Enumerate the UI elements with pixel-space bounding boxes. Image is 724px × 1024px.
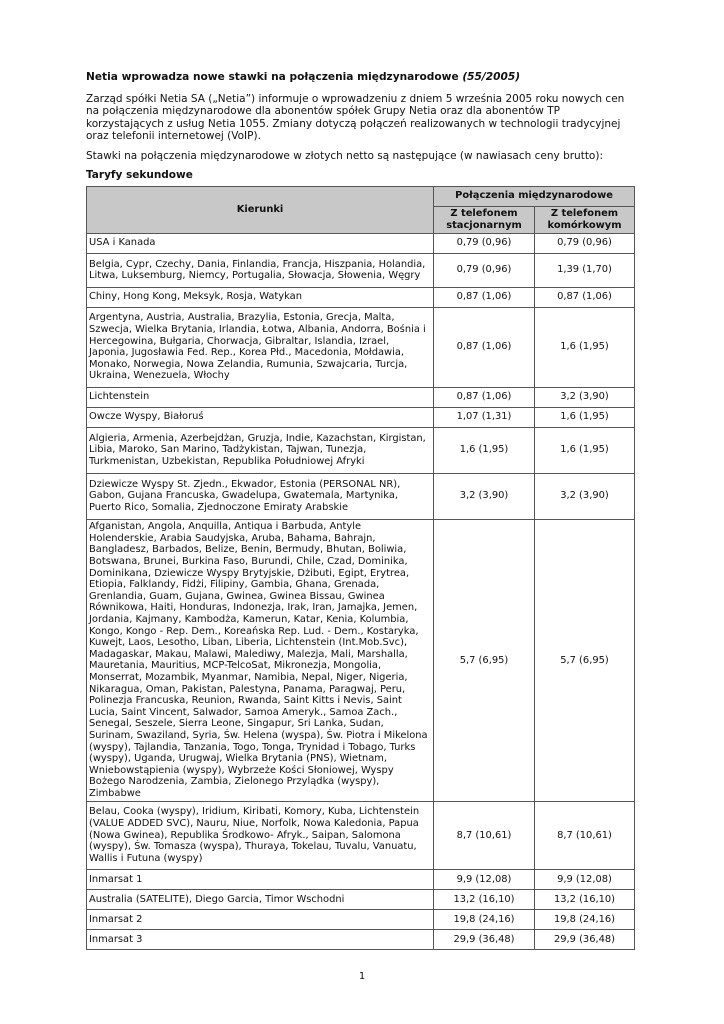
landline-price-cell: 13,2 (16,10) (434, 890, 535, 910)
table-row (87, 870, 635, 890)
landline-price-cell: 3,2 (3,90) (434, 474, 535, 520)
destinations-cell: Belgia, Cypr, Czechy, Dania, Finlandia, Francja, Hiszpania, Holandia, Litwa, Luksemburg, Niemcy, Portugalia, Słowacja, Słowenia, Węgry (87, 254, 434, 288)
destinations-cell: Inmarsat 2 (87, 910, 434, 930)
mobile-price-cell: 3,2 (3,90) (535, 388, 635, 408)
table-row (87, 288, 635, 308)
document-page (86, 70, 634, 950)
mobile-price-cell: 5,7 (6,95) (535, 520, 635, 802)
table-row (87, 234, 635, 254)
destinations-cell: USA i Kanada (87, 234, 434, 254)
mobile-price-cell: 29,9 (36,48) (535, 930, 635, 950)
destinations-cell: Afganistan, Angola, Anquilla, Antiqua i Barbuda, Antyle Holenderskie, Arabia Saudyjska, Aruba, Bahama, Bahrajn, Bangladesz, Barbados, Belize, Benin, Bermudy, Bhutan, Boliwia, Botswana, Brunei, Burkina Faso, Burundi, Chile, Czad, Dominika, Dominikana, Dziewicze Wyspy Brytyjskie, Dżibuti, Egipt, Erytrea, Etiopia, Falklandy, Fidżi, Filipiny, Gambia, Ghana, Grenada, Grenlandia, Guam, Gujana, Gwinea, Gwinea Bissau, Gwinea Równikowa, Haiti, Honduras, Indonezja, Irak, Iran, Jamajka, Jemen, Jordania, Kajmany, Kambodża, Kamerun, Katar, Kenia, Kolumbia, Kongo, Kongo - Rep. Dem., Koreańska Rep. Lud. - Dem., Kostaryka, Kuwejt, Laos, Lesotho, Liban, Liberia, Lichtenstein (Int.Mob.Svc), Madagaskar, Makau, Malawi, Malediwy, Malezja, Mali, Marshalla, Mauretania, Mauritius, MCP-TelcoSat, Mikronezja, Mongolia, Monserrat, Mozambik, Myanmar, Namibia, Nepal, Niger, Nigeria, Nikaragua, Oman, Pakistan, Palestyna, Panama, Paragwaj, Peru, Polinezja Francuska, Reunion, Rwanda, Saint Kitts i Nevis, Saint Lucia, Saint Vincent, Salwador, Samoa Ameryk., Samoa Zach., Senegal, Seszele, Sierra Leone, Singapur, Sri Lanka, Sudan, Surinam, Swaziland, Syria, Św. Helena (wyspa), Św. Piotra i Mikelona (wyspy), Tajlandia, Tanzania, Togo, Tonga, Trynidad i Tobago, Turks (wyspy), Uganda, Urugwaj, Wielka Brytania (PNS), Wietnam, Wniebowstąpienia (wyspy), Wybrzeże Kości Słoniowej, Wyspy Bożego Narodzenia, Zambia, Zielonego Przylądka (wyspy), Zimbabwe (87, 520, 434, 802)
destinations-cell: Inmarsat 1 (87, 870, 434, 890)
table-row (87, 428, 635, 474)
rates-table-body (87, 234, 635, 950)
header-landline: Z telefonem stacjonarnym (434, 207, 535, 234)
document-title (86, 70, 634, 84)
landline-price-cell: 0,87 (1,06) (434, 308, 535, 388)
landline-price-cell: 5,7 (6,95) (434, 520, 535, 802)
header-mobile: Z telefonem komórkowym (535, 207, 635, 234)
header-destinations: Kierunki (87, 187, 434, 234)
title-reference: (55/2005) (462, 71, 521, 83)
destinations-cell: Belau, Cooka (wyspy), Iridium, Kiribati, Komory, Kuba, Lichtenstein (VALUE ADDED SVC), Nauru, Niue, Norfolk, Nowa Kaledonia, Papua (Nowa Gwinea), Republika Środkowo- Afryk., Saipan, Salomona (wyspy), Św. Tomasza (wyspa), Thuraya, Tokelau, Tuvalu, Vanuatu, Wallis i Futuna (wyspy) (87, 802, 434, 870)
destinations-cell: Argentyna, Austria, Australia, Brazylia, Estonia, Grecja, Malta, Szwecja, Wielka Brytania, Irlandia, Łotwa, Albania, Andorra, Bośnia i Hercegowina, Bułgaria, Chorwacja, Gibraltar, Islandia, Izrael, Japonia, Jugosławia Fed. Rep., Korea Płd., Macedonia, Mołdawia, Monako, Norwegia, Nowa Zelandia, Rumunia, Szwajcaria, Turcja, Ukraina, Wenezuela, Włochy (87, 308, 434, 388)
intro-paragraph: Zarząd spółki Netia SA („Netia”) informuje o wprowadzeniu z dniem 5 września 2005 roku nowych cen na połączenia międzynarodowe dla abonentów spółek Grupy Netia oraz dla abonentów TP korzystających z usług Netia 1055. Zmiany dotyczą połączeń realizowanych w technologii tradycyjnej oraz telefonii internetowej (VoIP). (86, 93, 625, 143)
table-row (87, 254, 635, 288)
section-heading: Taryfy sekundowe (86, 169, 193, 182)
destinations-cell: Inmarsat 3 (87, 930, 434, 950)
destinations-cell: Lichtenstein (87, 388, 434, 408)
rates-note-paragraph: Stawki na połączenia międzynarodowe w złotych netto są następujące (w nawiasach ceny brutto): (86, 149, 603, 162)
landline-price-cell: 29,9 (36,48) (434, 930, 535, 950)
landline-price-cell: 9,9 (12,08) (434, 870, 535, 890)
mobile-price-cell: 19,8 (24,16) (535, 910, 635, 930)
mobile-price-cell: 1,6 (1,95) (535, 428, 635, 474)
table-row (87, 910, 635, 930)
destinations-cell: Owcze Wyspy, Białoruś (87, 408, 434, 428)
mobile-price-cell: 0,79 (0,96) (535, 234, 635, 254)
table-row (87, 520, 635, 802)
mobile-price-cell: 8,7 (10,61) (535, 802, 635, 870)
landline-price-cell: 19,8 (24,16) (434, 910, 535, 930)
table-row (87, 308, 635, 388)
landline-price-cell: 0,79 (0,96) (434, 254, 535, 288)
landline-price-cell: 8,7 (10,61) (434, 802, 535, 870)
page-number: 1 (358, 971, 366, 982)
table-row (87, 408, 635, 428)
mobile-price-cell: 1,6 (1,95) (535, 308, 635, 388)
mobile-price-cell: 1,6 (1,95) (535, 408, 635, 428)
table-row (87, 802, 635, 870)
table-row (87, 388, 635, 408)
landline-price-cell: 0,79 (0,96) (434, 234, 535, 254)
table-row (87, 890, 635, 910)
mobile-price-cell: 1,39 (1,70) (535, 254, 635, 288)
rates-table (86, 186, 635, 950)
mobile-price-cell: 3,2 (3,90) (535, 474, 635, 520)
mobile-price-cell: 9,9 (12,08) (535, 870, 635, 890)
table-row (87, 474, 635, 520)
landline-price-cell: 1,6 (1,95) (434, 428, 535, 474)
mobile-price-cell: 0,87 (1,06) (535, 288, 635, 308)
landline-price-cell: 0,87 (1,06) (434, 388, 535, 408)
table-row (87, 930, 635, 950)
landline-price-cell: 0,87 (1,06) (434, 288, 535, 308)
destinations-cell: Chiny, Hong Kong, Meksyk, Rosja, Watykan (87, 288, 434, 308)
destinations-cell: Dziewicze Wyspy St. Zjedn., Ekwador, Estonia (PERSONAL NR), Gabon, Gujana Francuska, Gwadelupa, Gwatemala, Martynika, Puerto Rico, Somalia, Zjednoczone Emiraty Arabskie (87, 474, 434, 520)
header-international-calls: Połączenia międzynarodowe (434, 187, 635, 207)
landline-price-cell: 1,07 (1,31) (434, 408, 535, 428)
title-text: Netia wprowadza nowe stawki na połączenia międzynarodowe (86, 71, 459, 83)
destinations-cell: Australia (SATELITE), Diego Garcia, Timor Wschodni (87, 890, 434, 910)
mobile-price-cell: 13,2 (16,10) (535, 890, 635, 910)
destinations-cell: Algieria, Armenia, Azerbejdżan, Gruzja, Indie, Kazachstan, Kirgistan, Libia, Maroko, San Marino, Tadżykistan, Tajwan, Tunezja, Turkmenistan, Uzbekistan, Republika Południowej Afryki (87, 428, 434, 474)
